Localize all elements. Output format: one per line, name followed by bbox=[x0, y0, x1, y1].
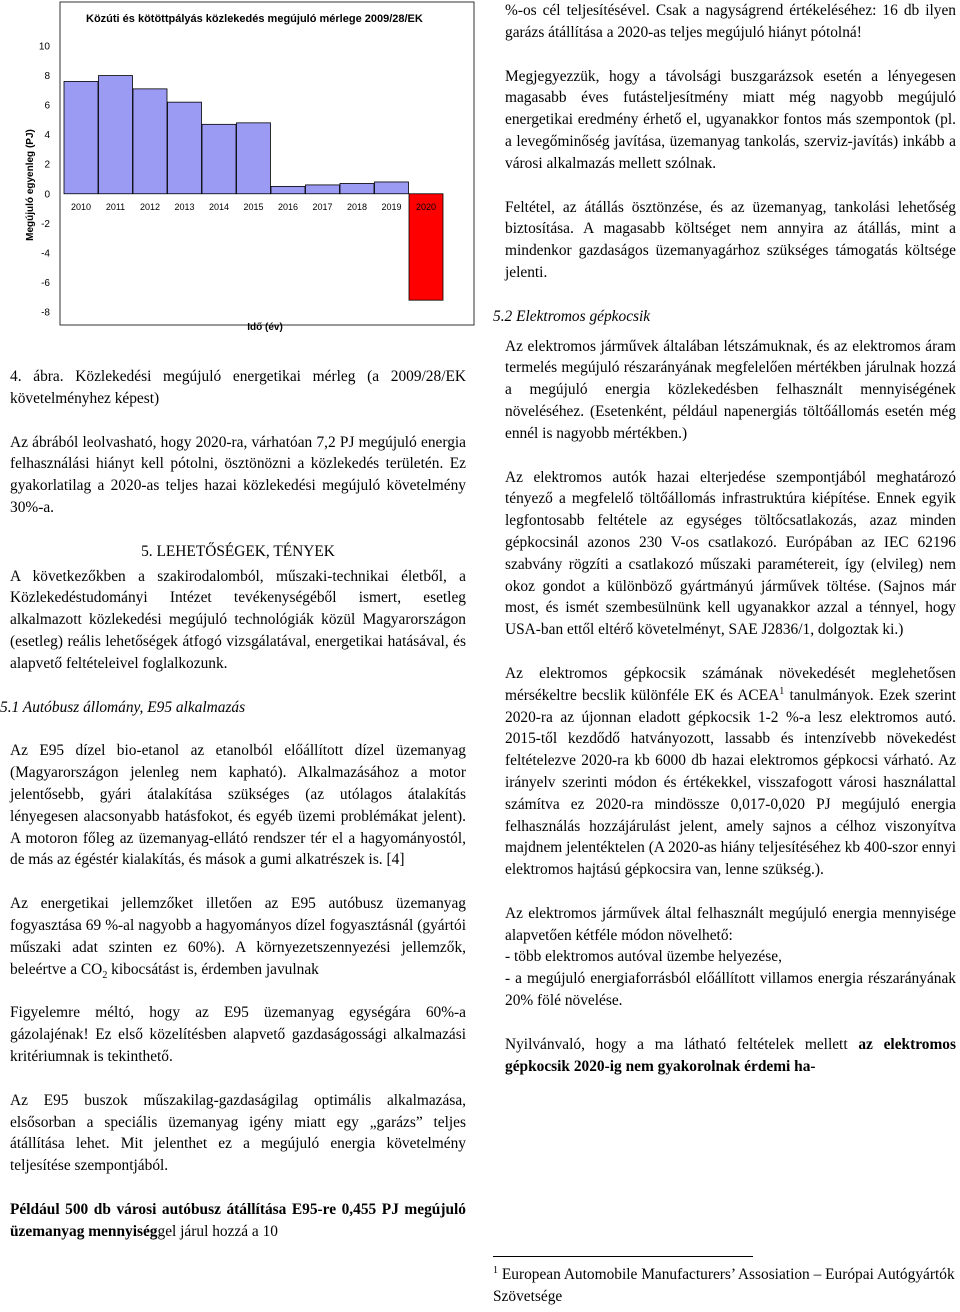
paragraph bbox=[10, 1199, 466, 1243]
chart-x-axis-label: Idő (év) bbox=[247, 322, 283, 333]
bar-2012 bbox=[133, 89, 167, 194]
y-tick-label: 0 bbox=[44, 189, 50, 201]
list-item: - a megújuló energiaforrásból előállított villamos energia részarányának 20% fölé növelése. bbox=[505, 970, 956, 1010]
bold-text: az elektromos gépkocsik 2020-ig nem gyakorolnak érdemi ha- bbox=[505, 1035, 956, 1075]
paragraph: Az elektromos járművek által felhasznált megújuló energia mennyisége alapvetően kétféle módon növelhető: bbox=[505, 904, 956, 944]
paragraph: Megjegyezzük, hogy a távolsági buszgarázsok esetén a lényegesen magasabb éves futásteljesítmény miatt még nagyobb megújuló energetikai eredmény érhető el, ugyanakkor fontos más szempontok (pl. a levegőminőség javítása, üzemanyag tankolás, szerviz-javítás) inkább a városi alkalmazás mellett szólnak. bbox=[505, 67, 956, 172]
x-tick-label: 2019 bbox=[381, 201, 402, 212]
footnote-mark: 1 bbox=[493, 1264, 498, 1276]
text-run: kibocsátást is, érdemben javulnak bbox=[107, 960, 319, 978]
right-column bbox=[493, 0, 957, 1077]
chart-title: Közúti és kötöttpályás közlekedés megújuló mérlege 2009/28/EK bbox=[86, 13, 423, 25]
y-tick-label: 8 bbox=[44, 71, 50, 83]
bar-2015 bbox=[237, 123, 271, 194]
y-tick-label: 6 bbox=[44, 100, 50, 112]
chart-svg bbox=[0, 0, 480, 340]
paragraph bbox=[10, 893, 466, 980]
y-tick-label: 10 bbox=[38, 41, 50, 53]
chart-y-axis-label: Megújuló egyenleg (PJ) bbox=[25, 129, 36, 241]
subsection-heading: 5.2 Elektromos gépkocsik bbox=[493, 307, 651, 325]
paragraph: Az ábrából leolvasható, hogy 2020-ra, várhatóan 7,2 PJ megújuló energia felhasználási hiányt kell pótolni, ösztönözni a közlekedés területén. Ez gyakorlatilag a 2020-as teljes hazai közlekedési megújuló követelmény 30%-a. bbox=[10, 433, 466, 516]
bar-2016 bbox=[271, 186, 305, 193]
left-column bbox=[0, 366, 466, 1243]
paragraph bbox=[505, 663, 956, 881]
x-tick-label: 2011 bbox=[105, 201, 126, 212]
chart-y-ticks bbox=[39, 42, 51, 319]
paragraph: A következőkben a szakirodalomból, műszaki-technikai életből, a Közlekedéstudományi Intézet tevékenységéből ismert, esetleg alkalmazott közlekedési megújuló technológiák közül Magyarországon (esetleg) reális lehetőségek átfogó vizsgálatával, energetikai hatásával, és alapvető feltételeivel foglalkozunk. bbox=[10, 567, 466, 672]
footnote-divider bbox=[493, 1256, 753, 1257]
figure-caption: 4. ábra. Közlekedési megújuló energetikai mérleg (a 2009/28/EK követelményhez képest) bbox=[10, 368, 466, 407]
subscript: 2 bbox=[102, 969, 108, 981]
x-tick-label: 2016 bbox=[277, 201, 299, 212]
bar-2018 bbox=[340, 183, 374, 193]
x-tick-label: 2020 bbox=[415, 201, 437, 212]
x-tick-label: 2013 bbox=[174, 201, 195, 212]
bar-2019 bbox=[375, 182, 409, 194]
list-item: - több elektromos autóval üzembe helyezése, bbox=[505, 948, 782, 966]
text-run: gel járul hozzá a 10 bbox=[157, 1222, 279, 1240]
y-tick-label: -8 bbox=[41, 307, 50, 319]
text-run: Nyilvánvaló, hogy a ma látható feltételek mellett bbox=[505, 1035, 859, 1053]
bar-2010 bbox=[64, 81, 98, 193]
y-tick-label: 2 bbox=[44, 159, 50, 171]
x-tick-label: 2012 bbox=[139, 201, 161, 212]
section-heading: 5. LEHETŐSÉGEK, TÉNYEK bbox=[141, 542, 335, 560]
x-tick-label: 2010 bbox=[70, 201, 92, 212]
footnote-text: European Automobile Manufacturers’ Assosiation – Európai Autógyártók Szövetsége bbox=[493, 1266, 955, 1305]
text-run: Az energetikai jellemzőket illetően az E95 autóbusz üzemanyag fogyasztása 69 %-al nagyobb a hagyományos dízel fogyasztásnál (gyártói műszaki adat szinten ez 60%). A környezetszennyezési jellemzők, beleértve a CO bbox=[10, 895, 466, 978]
x-tick-label: 2014 bbox=[208, 201, 230, 212]
paragraph: Az E95 buszok műszakilag-gazdaságilag optimális alkalmazása, elsősorban a speciális üzemanyag igény miatt egy „garázs” teljes átállítása lehet. Mit jelenthet ez a megújuló energia követelmény teljesítése szempontjából. bbox=[10, 1091, 466, 1175]
text-run: Az elektromos gépkocsik számának növekedését meglehetősen mérsékeltre becslik különféle EK és ACEA bbox=[505, 664, 956, 704]
bar-2014 bbox=[202, 124, 236, 193]
text-run: tanulmányok. Ezek szerint 2020-ra az újonnan eladott gépkocsik 1-2 %-a lesz elektromos autó. 2015-től kezdődő hatványozott, lassabb és intenzívebb növekedést feltételezve 2020-ra kb 6000 db hazai elektromos gépkocsi várható. Az irányelv szerinti módon és értékekkel, visszafogott városi használattal számítva ez 2020-ra mindössze 0,017-0,020 PJ megújuló energia felhasználás hozzájárulást jelent, amely sajnos a célhoz viszonyítva majdnem jelentéktelen (A 2020-as hiány teljesítéséhez kb 400-szor ennyi elektromos hajtású gépkocsira van, lenne szükség.). bbox=[505, 686, 957, 879]
paragraph: Az elektromos járművek általában létszámuknak, és az elektromos áram termelés megújuló részarányának megfelelően mértékben járulnak hozzá a megújuló energia közlekedésben felhasznált mennyiségének növeléséhez. (Esetenként, például napenergiás töltőállomás esetén még ennél is nagyobb mértékben.) bbox=[505, 337, 956, 442]
paragraph: Feltétel, az átállás ösztönzése, és az üzemanyag, tankolási lehetőség biztosítása. A magasabb költséget nem annyira az átállás, mint a mindenkor gazdaságos üzemanyagárhoz szükséges támogatás költsége jelenti. bbox=[505, 198, 956, 281]
paragraph: Az elektromos autók hazai elterjedése szempontjából meghatározó tényező a megfelelő töltőállomás infrastruktúra kiépítése. Ennek egyik legfontosabb feltétele az egységes töltőcsatlakozás, azaz minden gépkocsinál azonos 230 V-os csatlakozó. Európában az IEC 62196 szabvány rögzíti a csatlakozó műszaki paramétereit, így (elvileg) nem okoz gondot a különböző gyártmányú járművek töltése. (Sajnos már most, és ismét szembesülnünk kell ugyanakkor azzal a ténnyel, hogy USA-ban ettől eltérő követelményt, SAE J2836/1, dolgoztak ki.) bbox=[505, 468, 956, 639]
x-tick-label: 2017 bbox=[312, 201, 333, 212]
x-tick-label: 2015 bbox=[243, 201, 264, 212]
footnote-ref: 1 bbox=[779, 685, 785, 697]
renewable-balance-chart bbox=[0, 0, 480, 340]
y-tick-label: -6 bbox=[41, 277, 50, 289]
bar-2011 bbox=[99, 76, 133, 194]
y-tick-label: -2 bbox=[41, 218, 50, 230]
y-tick-label: -4 bbox=[41, 248, 50, 260]
paragraph bbox=[505, 1034, 956, 1078]
bar-2013 bbox=[168, 102, 202, 194]
bar-2017 bbox=[306, 185, 340, 194]
paragraph: %-os cél teljesítésével. Csak a nagyságrend értékeléséhez: 16 db ilyen garázs átállítása a 2020-as teljes megújuló hiányt pótolná! bbox=[505, 2, 956, 41]
x-tick-label: 2018 bbox=[346, 201, 368, 212]
paragraph: Az E95 dízel bio-etanol az etanolból előállított dízel üzemanyag (Magyarországon jelenleg nem kapható). Alkalmazásához a motor jelentősebb, gyári átalakítása szükséges (az utólagos átalakítás lényegesen alacsonyabb hatásfokot, és egyéb üzemi problémákat jelent). A motoron főleg az üzemanyag-ellátó rendszer tér el a hagyományostól, de más az égéstér kialakítás, és mások a gumi alkatrészek is. [4] bbox=[10, 742, 466, 869]
y-tick-label: 4 bbox=[44, 130, 50, 142]
footnote bbox=[493, 1264, 956, 1308]
subsection-heading: 5.1 Autóbusz állomány, E95 alkalmazás bbox=[0, 698, 246, 716]
paragraph: Figyelemre méltó, hogy az E95 üzemanyag egységára 60%-a gázolajénak! Ez első közelítésben alapvető gazdaságossági alkalmazási kritériumnak is tekinthető. bbox=[10, 1004, 466, 1065]
bold-text: Például 500 db városi autóbusz átállítása E95-re 0,455 PJ megújuló üzemanyag mennyiség bbox=[10, 1200, 466, 1240]
